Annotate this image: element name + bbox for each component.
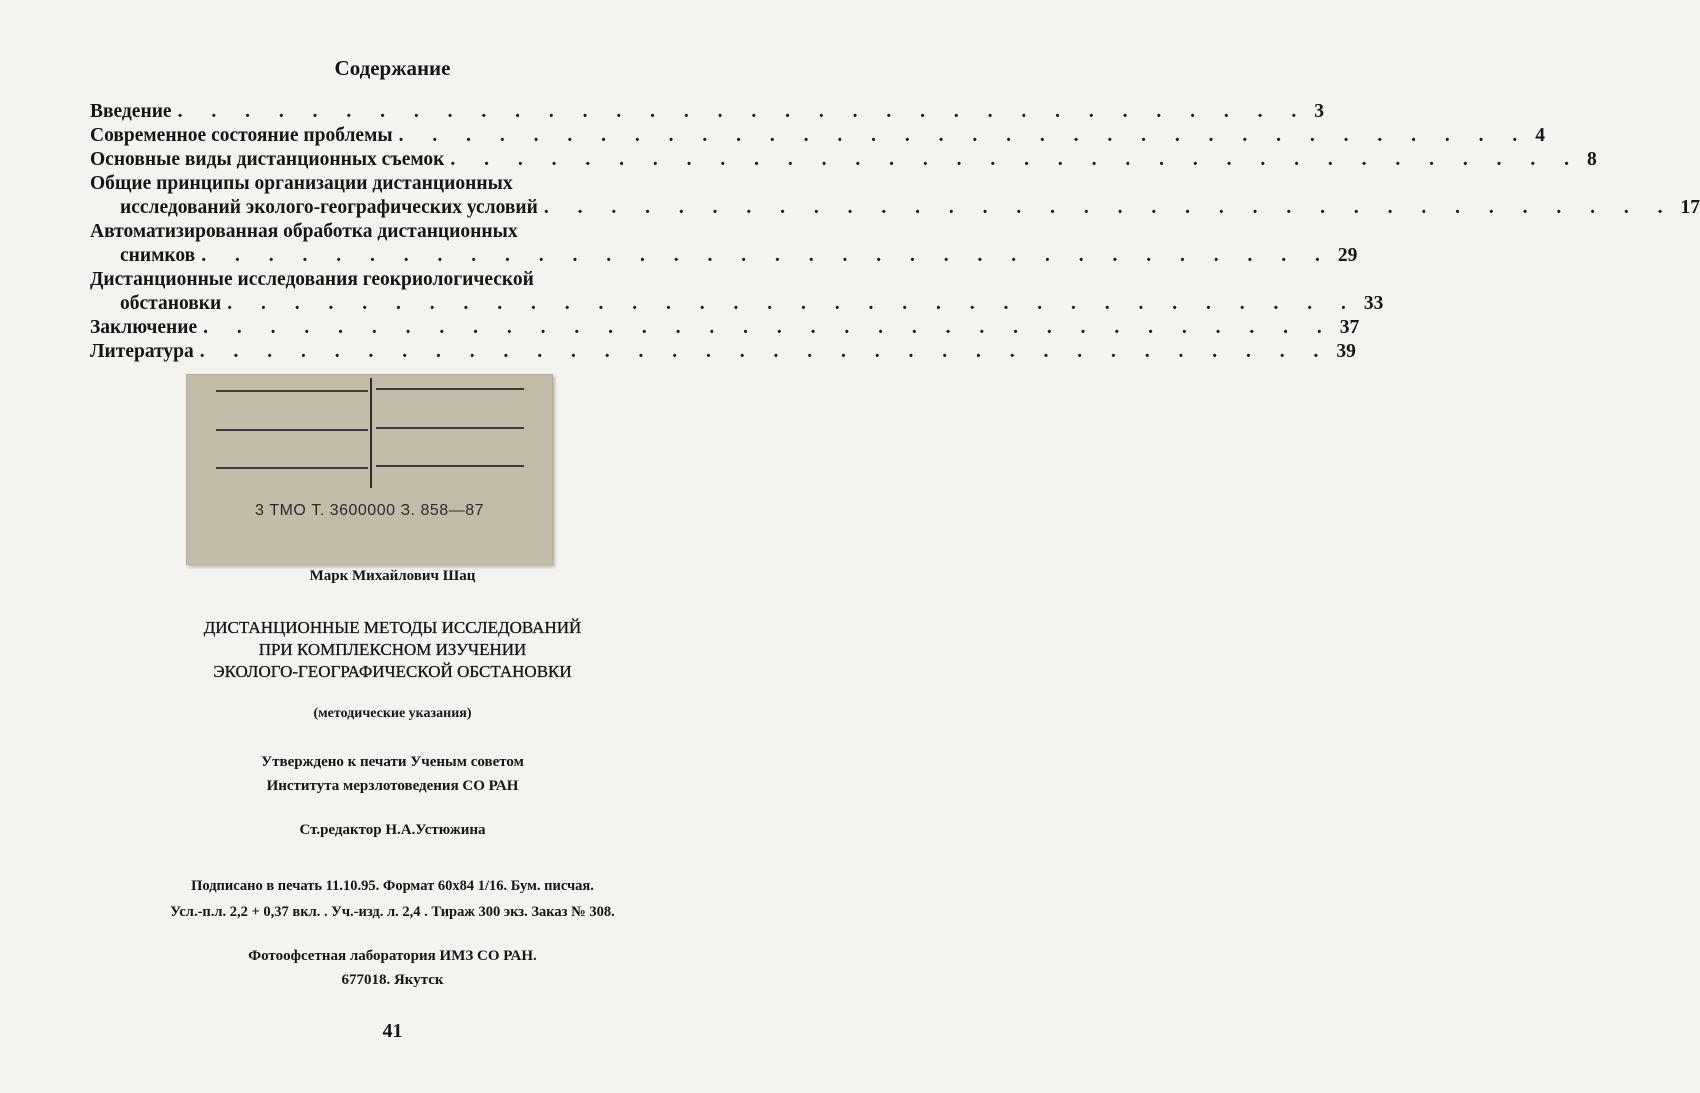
book-title	[0, 617, 785, 683]
lab-line: 677018. Якутск	[341, 972, 444, 988]
lab-line: Фотоофсетная лаборатория ИМЗ СО РАН.	[248, 948, 537, 964]
toc-entry-page: 33	[1363, 293, 1384, 314]
toc-entry-page: 39	[1336, 341, 1356, 362]
book-title-line: ПРИ КОМПЛЕКСНОМ ИЗУЧЕНИИ	[258, 640, 527, 659]
toc-entry-title: Современное состояние проблемы	[90, 125, 393, 146]
toc-entry-title: Заключение	[90, 317, 198, 338]
toc-entry-page: 37	[1339, 317, 1360, 338]
publisher-lab	[0, 944, 785, 992]
stamp-line	[216, 429, 368, 431]
stamp-line	[216, 390, 368, 392]
print-line: Усл.-п.л. 2,2 + 0,37 вкл. . Уч.-изд. л. 2,4 . Тираж 300 экз. Заказ № 308.	[170, 904, 615, 920]
toc-leader: . . . . . . . . . . . . . . . . . . . . . . . . . . . . . . . . . .	[201, 245, 1332, 266]
book-title-line: ДИСТАНЦИОННЫЕ МЕТОДЫ ИССЛЕДОВАНИЙ	[203, 618, 582, 637]
approval-line: Утверждено к печати Ученым советом	[261, 754, 524, 770]
toc-entry-title-cont: снимков	[120, 245, 196, 266]
toc-entry	[90, 148, 1597, 172]
toc-entry	[90, 172, 1700, 220]
toc-entry-page: 8	[1587, 149, 1597, 170]
toc-entry-title: Введение	[90, 101, 172, 122]
toc-title: Содержание	[334, 56, 451, 80]
toc-entry	[90, 124, 1545, 148]
toc-entry-page: 29	[1337, 245, 1358, 266]
approval-line: Института мерзлотоведения СО РАН	[266, 778, 519, 794]
toc-entry	[90, 100, 1324, 124]
stamp-line	[376, 388, 524, 390]
stamp-divider	[370, 378, 372, 488]
toc-leader: . . . . . . . . . . . . . . . . . . . . . . . . . . . . . . . . . .	[203, 317, 1334, 338]
editor-credit: Ст.редактор Н.А.Устюжина	[299, 822, 486, 838]
toc-entry-title: Литература	[90, 341, 194, 362]
library-card-stamp	[186, 374, 553, 565]
toc-entry-page: 3	[1314, 101, 1324, 122]
toc-entry	[90, 268, 1384, 316]
toc-entry	[90, 340, 1356, 364]
toc-leader: . . . . . . . . . . . . . . . . . . . . . . . . . . . . . . . . . .	[199, 341, 1331, 362]
toc-entry-title: Автоматизированная обработка дистанционных	[90, 221, 518, 242]
print-details	[0, 873, 785, 925]
page-number: 41	[382, 1020, 403, 1042]
book-subtitle: (методические указания)	[313, 706, 472, 721]
stamp-code: 3 ТМО Т. 3600000 З. 858—87	[254, 502, 484, 519]
toc-leader: . . . . . . . . . . . . . . . . . . . . . . . . . . . . . . . . . .	[450, 149, 1581, 170]
stamp-line	[216, 467, 368, 469]
toc-entry-page: 17	[1680, 197, 1700, 218]
toc-leader: . . . . . . . . . . . . . . . . . . . . . . . . . . . . . . . . . .	[177, 101, 1309, 122]
toc-entry	[90, 220, 1358, 268]
toc-leader: . . . . . . . . . . . . . . . . . . . . . . . . . . . . . . . . . .	[398, 125, 1530, 146]
toc-entry-title: Основные виды дистанционных съемок	[90, 149, 445, 170]
toc-entry-page: 4	[1535, 125, 1545, 146]
toc-entry-title-cont: исследований эколого-географических условий	[120, 197, 538, 218]
toc-entry-title: Общие принципы организации дистанционных	[90, 173, 513, 194]
toc-leader: . . . . . . . . . . . . . . . . . . . . . . . . . . . . . . . . . .	[543, 197, 1675, 218]
print-line: Подписано в печать 11.10.95. Формат 60х84 1/16. Бум. писчая.	[191, 878, 594, 894]
book-title-line: ЭКОЛОГО-ГЕОГРАФИЧЕСКОЙ ОБСТАНОВКИ	[213, 662, 572, 681]
toc-leader: . . . . . . . . . . . . . . . . . . . . . . . . . . . . . . . . . .	[227, 293, 1358, 314]
stamp-line	[376, 427, 524, 429]
approval-note	[0, 750, 785, 798]
author-name: Марк Михайлович Шац	[309, 568, 476, 584]
stamp-line	[376, 465, 524, 467]
toc-entry-title-cont: обстановки	[120, 293, 222, 314]
toc-entry-title: Дистанционные исследования геокриологической	[90, 269, 534, 290]
toc-entry	[90, 316, 1360, 340]
table-of-contents	[90, 100, 1700, 364]
